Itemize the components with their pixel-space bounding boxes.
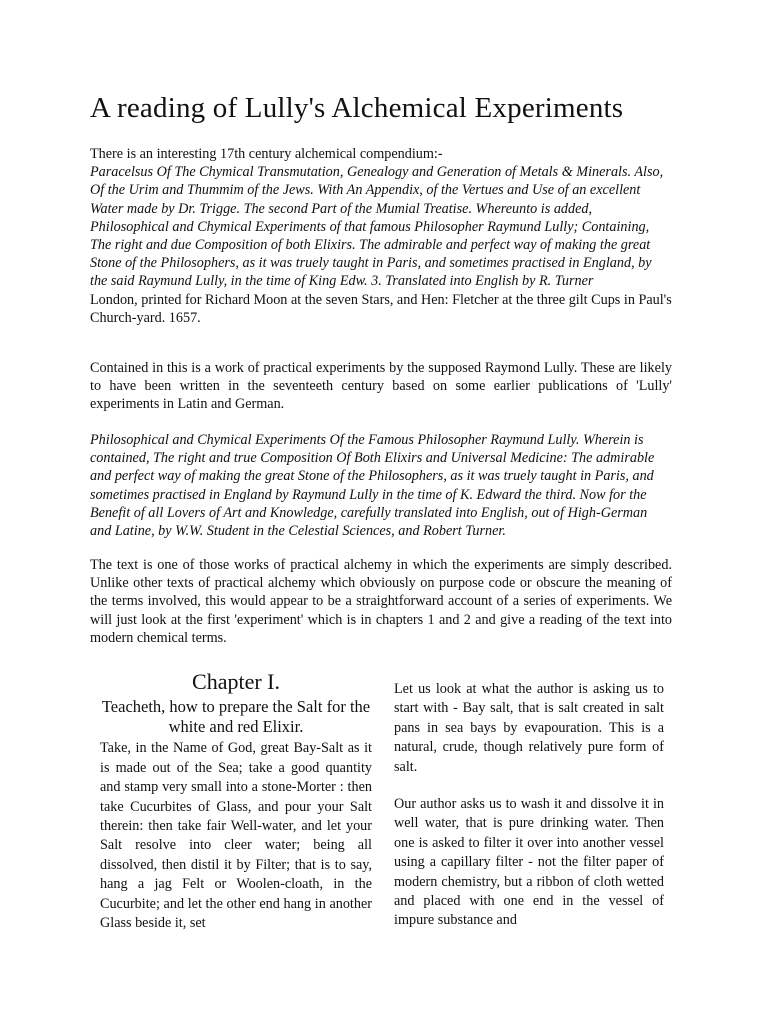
paragraph-contained: Contained in this is a work of practical experiments by the supposed Raymond Lully. These are likely to have been written in the seventeeth century based on some earlier publications of 'Lully' experiments in Latin and German. xyxy=(90,360,672,413)
chapter-text: Take, in the Name of God, great Bay-Salt as it is made out of the Sea; take a good quantity and stamp very small into a stone-Morter : then take Cucurbites of Glass, and pour your Salt therein: then take fair Well-water, and let your Salt resolve into cleer water; being all dissolved, then distil it by Filter; that is to say, hang a jag Felt or Woolen-cloath, in the Cucurbite; and let the other end hang in another Glass beside it, set xyxy=(100,740,372,932)
paragraph-philosophical-title: Philosophical and Chymical Experiments Of the Famous Philosopher Raymund Lully. Wherein is contained, The right and true Composition Of Both Elixirs and Universal Medicine: The admirable and perfect way of making the great Stone of the Philosophers, as it was truely taught in Paris, and sometimes practised in England by Raymund Lully in the time of K. Edward the third. Now for the Benefit of all Lovers of Art and Knowledge, carefully translated into English, out of High-German and Latine, by W.W. Student in the Celestial Sciences, and Robert Turner. xyxy=(90,432,655,540)
imprint-text: London, printed for Richard Moon at the seven Stars, and Hen: Fletcher at the three gilt Cups in Paul's Church-yard. 1657. xyxy=(90,291,672,326)
commentary-paragraph-2: Our author asks us to wash it and dissolve it in well water, that is pure drinking water. Then one is asked to filter it over into another vessel using a capillary filter - not the filter paper of modern chemistry, but a ribbon of cloth wetted and placed with one end in the vessel of impure substance and xyxy=(394,796,664,929)
commentary-column xyxy=(394,680,664,949)
chapter-column xyxy=(100,669,372,933)
commentary-paragraph-1: Let us look at what the author is asking us to start with - Bay salt, that is salt created in salt pans in sea bays by evapouration. This is a natural, crude, though relatively pure form of salt. xyxy=(394,681,664,775)
chapter-heading: Chapter I. xyxy=(192,669,280,694)
intro-block xyxy=(90,145,672,327)
intro-lead: There is an interesting 17th century alchemical compendium:- xyxy=(90,146,443,162)
paragraph-text-description: The text is one of those works of practical alchemy in which the experiments are simply described. Unlike other texts of practical alchemy which obviously on purpose code or obscure the meaning of the terms involved, this would appear to be a straightforward account of a series of experiments. We will just look at the first 'experiment' which is in chapters 1 and 2 and give a reading of the text into modern chemical terms. xyxy=(90,557,672,646)
book-title-text: Paracelsus Of The Chymical Transmutation, Genealogy and Generation of Metals & Minerals. Also, Of the Urim and Thummim of the Jews. With An Appendix, of the Vertues and Use of an excellent Water made by Dr. Trigge. The second Part of the Mumial Treatise. Whereunto is added, Philosophical and Chymical Experiments of that famous Philosopher Raymund Lully; Containing, The right and due Composition of both Elixirs. The admirable and perfect way of making the great Stone of the Philosophers, as it was truely taught in Paris, and sometimes practised in England, by the said Raymund Lully, in the time of King Edw. 3. Translated into English by R. Turner xyxy=(90,164,664,290)
page-title: A reading of Lully's Alchemical Experiments xyxy=(90,92,624,124)
chapter-subtitle: Teacheth, how to prepare the Salt for the white and red Elixir. xyxy=(101,697,371,737)
